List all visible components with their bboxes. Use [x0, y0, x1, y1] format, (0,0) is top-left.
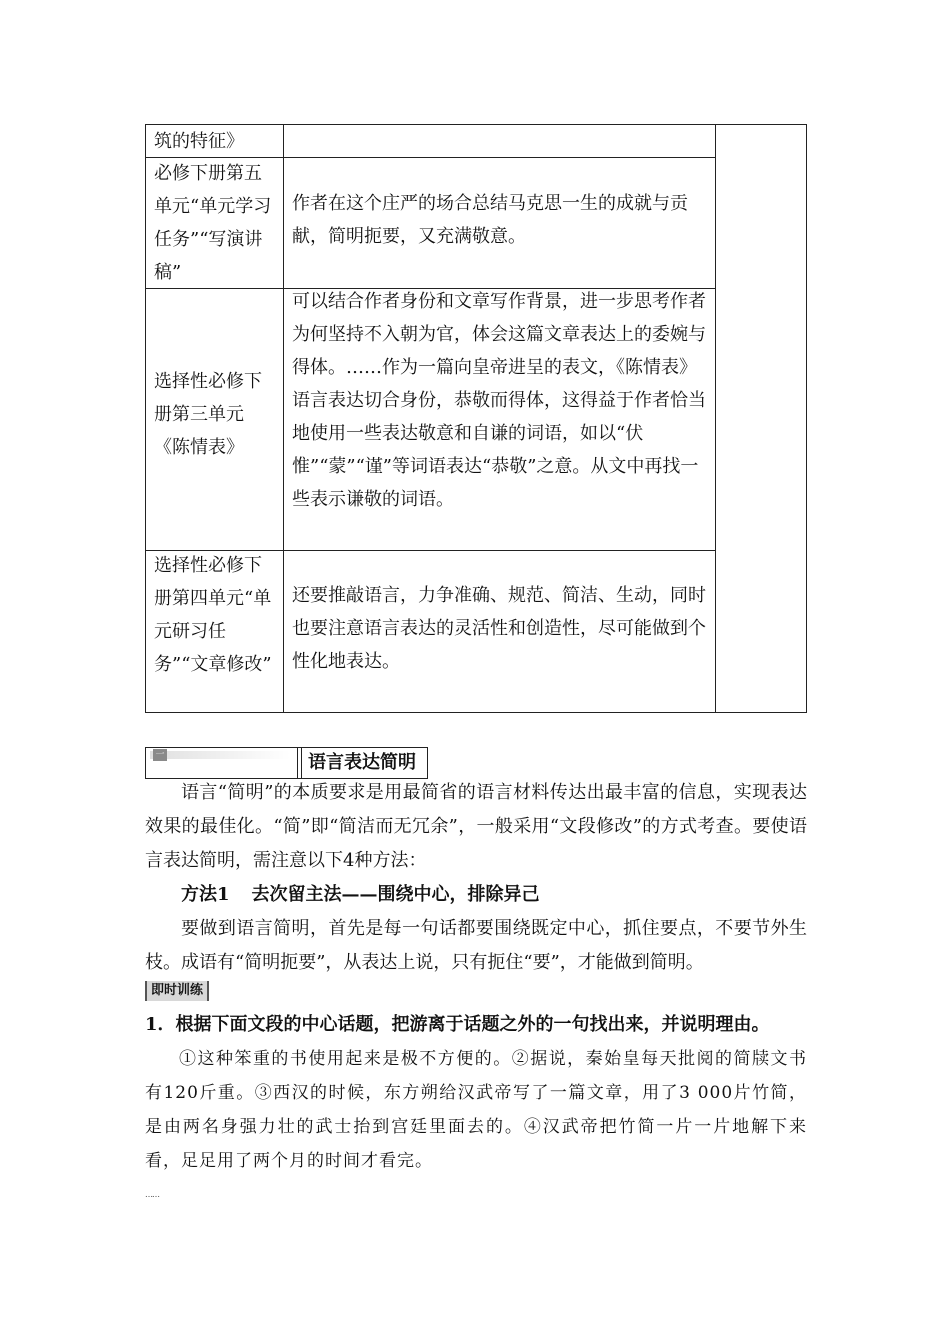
table-col-divider-2: [715, 125, 716, 712]
reading-passage: ①这种笨重的书使用起来是极不方便的。②据说，秦始皇每天批阅的简牍文书有120斤重。③西汉的时候，东方朔给汉武帝写了一篇文章，用了3 000片竹简，是由两名身强力壮的武士抬到宫廷里面去的。④汉武帝把竹简一片一片地解下来看，足足用了两个月的时间才看完。: [145, 1049, 807, 1171]
method-title: 去次留主法——围绕中心，排除异己: [251, 884, 540, 905]
table-cell-textbook: 选择性必修下册第三单元《陈情表》: [154, 371, 262, 458]
table-cell-note: 作者在这个庄严的场合总结马克思一生的成就与贡献，简明扼要，又充满敬意。: [292, 193, 688, 247]
table-cell-note: 还要推敲语言，力争准确、规范、简洁、生动，同时也要注意语言表达的灵活性和创造性，尽可能做到个性化地表达。: [292, 585, 706, 672]
section-title: 语言表达简明: [308, 752, 416, 773]
table-cell-textbook: 筑的特征》: [154, 131, 244, 152]
heading-divider: [297, 748, 298, 778]
practice-badge: 即时训练: [145, 981, 209, 1001]
section-number: 一: [153, 749, 167, 761]
table-cell-note: 可以结合作者身份和文章写作背景，进一步思考作者为何坚持不入朝为官，体会这篇文章表达上的委婉与得体。……作为一篇向皇帝进呈的表文，《陈情表》语言表达切合身份，恭敬而得体，这得益于作者恰当地使用一些表达敬意和自谦的词语，如以“伏惟”“蒙”“谨”等词语表达“恭敬”之意。从文中再找一些表示谦敬的词语。: [292, 291, 706, 510]
method-label: 方法1: [181, 884, 230, 905]
section-heading: [145, 747, 428, 779]
question-1: 1．根据下面文段的中心话题，把游离于话题之外的一句找出来，并说明理由。: [145, 1014, 770, 1035]
method-heading: [181, 878, 540, 912]
intro-paragraph: 语言“简明”的本质要求是用最简省的语言材料传达出最丰富的信息，实现表达效果的最佳化。“简”即“简洁而无冗余”，一般采用“文段修改”的方式考查。要使语言表达简明，需注意以下4种方法：: [145, 782, 807, 871]
method-paragraph: 要做到语言简明，首先是每一句话都要围绕既定中心，抓住要点，不要节外生枝。成语有“简明扼要”，从表达上说，只有扼住“要”，才能做到简明。: [145, 918, 807, 973]
table-cell-textbook: 选择性必修下册第四单元“单元研习任务”“文章修改”: [154, 555, 272, 675]
table-cell-textbook: 必修下册第五单元“单元学习任务”“写演讲稿”: [154, 163, 272, 283]
curriculum-table: [145, 124, 807, 713]
heading-divider: [301, 748, 302, 778]
heading-decoration: [150, 751, 290, 759]
table-col-divider-1: [283, 125, 284, 712]
footer-mark: ……: [145, 1190, 159, 1199]
